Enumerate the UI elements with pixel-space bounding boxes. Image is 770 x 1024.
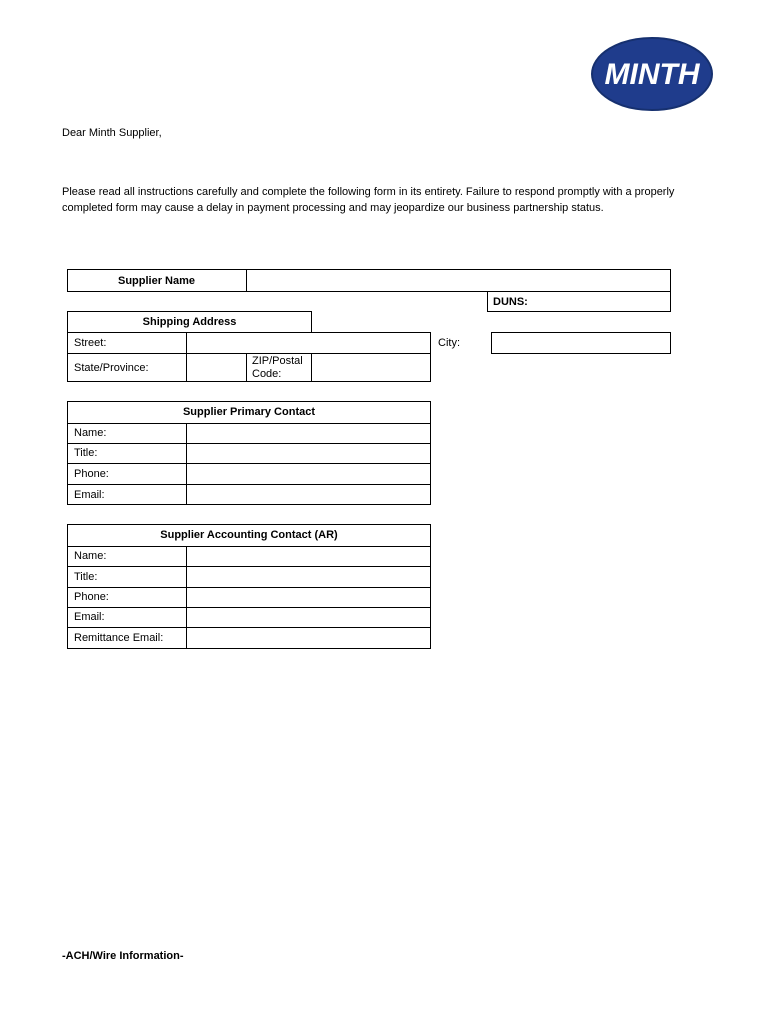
city-label: City: bbox=[438, 337, 460, 349]
zip-postal-field[interactable] bbox=[312, 354, 430, 381]
primary-title-label: Title: bbox=[74, 447, 98, 459]
primary-email-label: Email: bbox=[74, 488, 105, 501]
logo-text: MINTH bbox=[604, 58, 700, 91]
instructions-paragraph: Please read all instructions carefully and complete the following form in its entirety. Failure to respond promptly with a properly completed form may cause a delay in payment processing and may jeopardize our business partnership status. bbox=[62, 186, 675, 214]
street-field[interactable] bbox=[187, 333, 430, 353]
duns-label[interactable]: DUNS: bbox=[493, 295, 528, 308]
ar-phone-field[interactable] bbox=[187, 588, 430, 607]
ar-title-label: Title: bbox=[74, 570, 98, 583]
supplier-name-field[interactable] bbox=[247, 270, 670, 291]
ach-wire-heading: -ACH/Wire Information- bbox=[62, 950, 184, 962]
primary-phone-field[interactable] bbox=[187, 464, 430, 484]
state-province-label: State/Province: bbox=[74, 361, 149, 374]
ar-title-field[interactable] bbox=[187, 567, 430, 587]
ar-email-label: Email: bbox=[74, 611, 105, 623]
street-label: Street: bbox=[74, 337, 107, 349]
greeting: Dear Minth Supplier, bbox=[62, 127, 162, 139]
minth-logo bbox=[590, 34, 714, 114]
ar-remittance-email-label: Remittance Email: bbox=[74, 632, 164, 644]
primary-phone-label: Phone: bbox=[74, 467, 109, 480]
primary-name-label: Name: bbox=[74, 427, 107, 439]
primary-email-field[interactable] bbox=[187, 485, 430, 504]
ar-name-label: Name: bbox=[74, 550, 107, 562]
ar-phone-label: Phone: bbox=[74, 591, 109, 603]
city-field[interactable] bbox=[491, 332, 671, 354]
ar-email-field[interactable] bbox=[187, 608, 430, 627]
accounting-contact-header: Supplier Accounting Contact (AR) bbox=[160, 529, 338, 541]
zip-postal-label: ZIP/Postal Code: bbox=[252, 354, 303, 380]
ar-name-field[interactable] bbox=[187, 547, 430, 566]
primary-contact-header: Supplier Primary Contact bbox=[182, 406, 316, 418]
state-province-field[interactable] bbox=[187, 354, 246, 381]
primary-name-field[interactable] bbox=[187, 424, 430, 443]
shipping-address-header: Shipping Address bbox=[142, 316, 237, 328]
primary-title-field[interactable] bbox=[187, 444, 430, 463]
ar-remittance-email-field[interactable] bbox=[187, 628, 430, 648]
supplier-name-label: Supplier Name bbox=[117, 274, 196, 287]
